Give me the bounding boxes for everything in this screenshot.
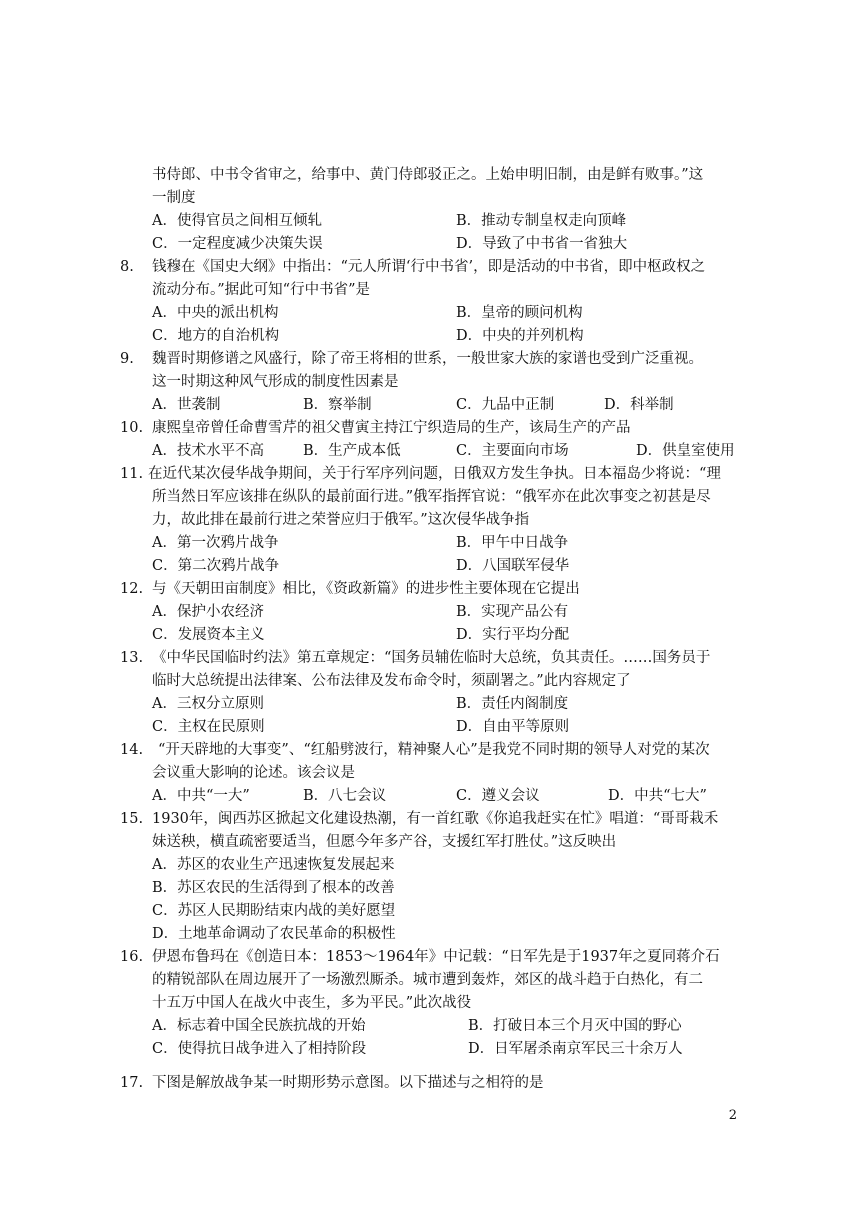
- question-11-number: 11.: [120, 466, 144, 482]
- question-12-option-b: B．实现产品公有: [456, 604, 569, 620]
- question-8-option-a: A．中央的派出机构: [152, 305, 279, 321]
- question-9-option-d: D．科举制: [604, 397, 674, 413]
- question-16-text-line: 的精锐部队在周边展开了一场激烈厮杀。城市遭到轰炸，郊区的战斗趋于白热化，有二: [152, 972, 703, 988]
- question-9-text-line: 魏晋时期修谱之风盛行，除了帝王将相的世系，一般世家大族的家谱也受到广泛重视。: [152, 351, 703, 367]
- question-14-text-line: 会议重大影响的论述。该会议是: [152, 765, 355, 781]
- question-12-option-c: C．发展资本主义: [152, 627, 265, 643]
- question-10-option-d: D．供皇室使用: [636, 443, 735, 459]
- question-8-number: 8.: [120, 259, 134, 275]
- question-11-option-b: B．甲午中日战争: [456, 535, 569, 551]
- question-15-text-line: 妹送秧，横直疏密要适当，但愿今年多产谷，支援红军打胜仗。”这反映出: [152, 834, 617, 850]
- question-13-number: 13.: [120, 650, 144, 666]
- question-9-option-b: B．察举制: [303, 397, 372, 413]
- question-17-number: 17.: [120, 1075, 144, 1091]
- question-17-text-line: 下图是解放战争某一时期形势示意图。以下描述与之相符的是: [152, 1075, 544, 1091]
- question-14-option-a: A．中共“一大”: [152, 788, 250, 804]
- question-13-text-line: 《中华民国临时约法》第五章规定：“国务员辅佐临时大总统，负其责任。……国务员于: [152, 650, 711, 666]
- page-number: 2: [728, 1108, 737, 1123]
- question-15-number: 15.: [120, 811, 144, 827]
- question-16-text-line: 伊恩布鲁玛在《创造日本：1853～1964年》中记载：“日军先是于1937年之夏同蒋介石: [152, 949, 720, 965]
- question-16-option-a: A．标志着中国全民族抗战的开始: [152, 1018, 366, 1034]
- question-13-option-a: A．三权分立原则: [152, 696, 264, 712]
- question-16-option-b: B．打破日本三个月灭中国的野心: [468, 1018, 682, 1034]
- question-12-number: 12.: [120, 581, 144, 597]
- question-14-option-c: C．遵义会议: [456, 788, 540, 804]
- question-12-text-line: 与《天朝田亩制度》相比，《资政新篇》的进步性主要体现在它提出: [152, 581, 580, 597]
- question-11-text-line: 在近代某次侵华战争期间，关于行军序列问题，日俄双方发生争执。日本福岛少将说：“理: [148, 466, 721, 482]
- question-10-option-b: B．生产成本低: [303, 443, 401, 459]
- question-13-option-d: D．自由平等原则: [456, 719, 570, 735]
- question-10-text-line: 康熙皇帝曾任命曹雪芹的祖父曹寅主持江宁织造局的生产，该局生产的产品: [152, 420, 631, 436]
- question-16-number: 16.: [120, 949, 144, 965]
- question-14-option-b: B．八七会议: [303, 788, 387, 804]
- question-15-text-line: 1930年，闽西苏区掀起文化建设热潮，有一首红歌《你追我赶实在忙》唱道：“哥哥栽禾: [152, 811, 719, 827]
- question-15-option-c: C．苏区人民期盼结束内战的美好愿望: [152, 903, 396, 919]
- question-16-option-c: C．使得抗日战争进入了相持阶段: [152, 1041, 367, 1057]
- question-12-option-d: D．实行平均分配: [456, 627, 570, 643]
- question-14-number: 14.: [120, 742, 144, 758]
- question-16-text-line: 十五万中国人在战火中丧生，多为平民。”此次战役: [152, 995, 472, 1011]
- question-13-option-b: B．责任内阁制度: [456, 696, 569, 712]
- question-9-number: 9.: [120, 351, 134, 367]
- question-11-option-c: C．第二次鸦片战争: [152, 558, 280, 574]
- question-8-option-b: B．皇帝的顾问机构: [456, 305, 583, 321]
- question-11-option-d: D．八国联军侵华: [456, 558, 570, 574]
- question-9-text-line: 这一时期这种风气形成的制度性因素是: [152, 374, 399, 390]
- question-9-option-a: A．世袭制: [152, 397, 221, 413]
- question-8-option-d: D．中央的并列机构: [456, 328, 584, 344]
- question-8-text-line: 流动分布。”据此可知“行中书省”是: [152, 282, 370, 298]
- question-13-text-line: 临时大总统提出法律案、公布法律及发布命令时，须副署之。”此内容规定了: [152, 673, 631, 689]
- question-8-option-c: C．地方的自治机构: [152, 328, 280, 344]
- question-8-text-line: 钱穆在《国史大纲》中指出：“元人所谓‘行中书省’，即是活动的中书省，即中枢政权之: [152, 259, 706, 275]
- question-7-option-a: A．使得官员之间相互倾轧: [152, 213, 322, 229]
- question-10-option-c: C．主要面向市场: [456, 443, 569, 459]
- question-9-option-c: C．九品中正制: [456, 397, 555, 413]
- question-16-option-d: D．日军屠杀南京军民三十余万人: [468, 1041, 683, 1057]
- question-7-text-line: 书侍郎、中书令省审之，给事中、黄门侍郎驳正之。上始申明旧制，由是鲜有败事。”这: [152, 167, 704, 183]
- question-7-option-c: C．一定程度减少决策失误: [152, 236, 323, 252]
- question-10-option-a: A．技术水平不高: [152, 443, 264, 459]
- question-7-text-line: 一制度: [152, 190, 196, 206]
- question-14-text-line: “开天辟地的大事变”、“红船劈波行，精神聚人心”是我党不同时期的领导人对党的某次: [158, 742, 710, 758]
- question-11-option-a: A．第一次鸦片战争: [152, 535, 279, 551]
- question-7-option-d: D．导致了中书省一省独大: [456, 236, 628, 252]
- question-15-option-a: A．苏区的农业生产迅速恢复发展起来: [152, 857, 395, 873]
- question-11-text-line: 力，故此排在最前行进之荣誉应归于俄军。”这次侵华战争指: [152, 512, 530, 528]
- question-15-option-d: D．土地革命调动了农民革命的积极性: [152, 926, 396, 942]
- question-12-option-a: A．保护小农经济: [152, 604, 264, 620]
- question-10-number: 10.: [120, 420, 144, 436]
- question-14-option-d: D．中共“七大”: [608, 788, 707, 804]
- question-15-option-b: B．苏区农民的生活得到了根本的改善: [152, 880, 395, 896]
- question-11-text-line: 所当然日军应该排在纵队的最前面行进。”俄军指挥官说：“俄军亦在此次事变之初甚是尽: [152, 489, 711, 505]
- question-13-option-c: C．主权在民原则: [152, 719, 265, 735]
- question-7-option-b: B．推动专制皇权走向顶峰: [456, 213, 627, 229]
